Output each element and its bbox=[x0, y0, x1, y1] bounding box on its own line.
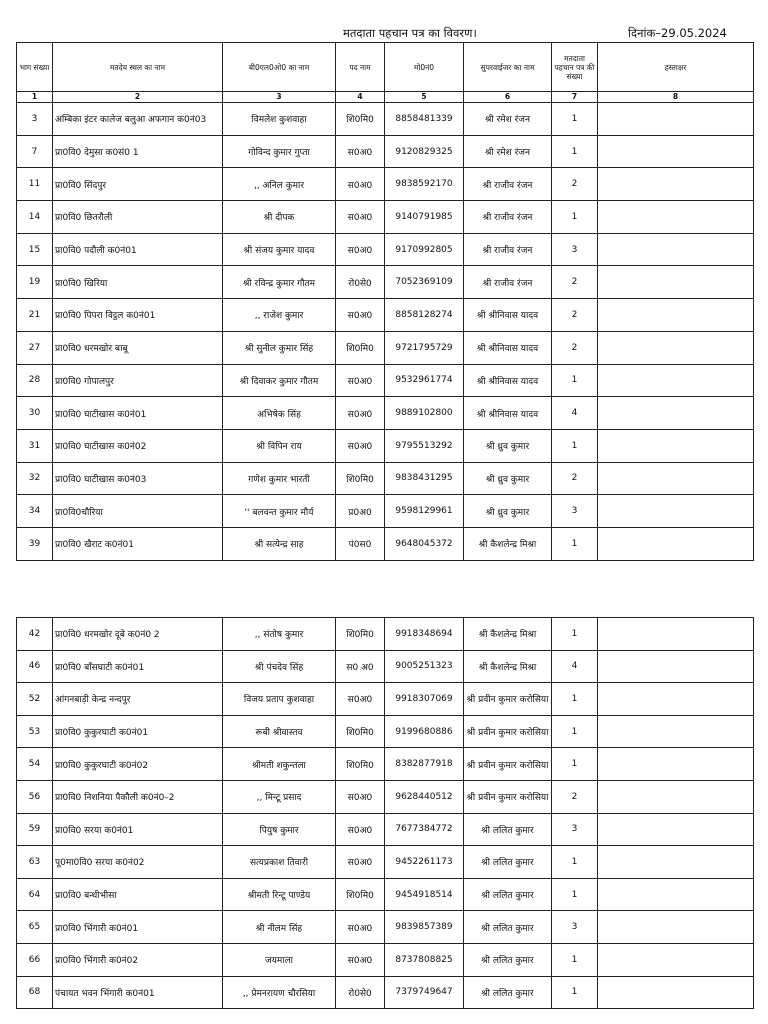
table-row bbox=[17, 618, 754, 651]
mobile-cell: 8858128274 bbox=[385, 299, 464, 332]
signature-cell bbox=[598, 780, 754, 813]
blo-name-cell: गोविन्द कुमार गुप्ता bbox=[223, 135, 336, 168]
mobile-cell: 7379749647 bbox=[385, 976, 464, 1009]
post-cell: स0अ0 bbox=[336, 299, 385, 332]
post-cell: शि0मि0 bbox=[336, 103, 385, 136]
blo-name-cell: ,, संतोष कुमार bbox=[223, 618, 336, 651]
post-cell: शि0मि0 bbox=[336, 331, 385, 364]
polling-station-cell: प्रा0वि0 कुकुरघाटी क0नं02 bbox=[53, 748, 223, 781]
supervisor-cell: श्री राजीव रंजन bbox=[464, 168, 552, 201]
part-number-cell: 65 bbox=[17, 911, 53, 944]
voter-id-count-cell: 3 bbox=[552, 911, 598, 944]
polling-station-cell: प्रा0वि0 धरमखोर बाबू bbox=[53, 331, 223, 364]
polling-station-cell: प्रा0वि0 घाटीखास क0नं02 bbox=[53, 429, 223, 462]
signature-cell bbox=[598, 715, 754, 748]
polling-station-cell: प्रा0वि0 खिरिया bbox=[53, 266, 223, 299]
col-index: 2 bbox=[53, 92, 223, 103]
voter-id-count-cell: 1 bbox=[552, 683, 598, 716]
mobile-cell: 9452261173 bbox=[385, 846, 464, 879]
voter-id-count-cell: 2 bbox=[552, 168, 598, 201]
post-cell: स0अ0 bbox=[336, 911, 385, 944]
voter-id-table-bottom bbox=[16, 617, 754, 1009]
voter-id-count-cell: 1 bbox=[552, 943, 598, 976]
voter-id-count-cell: 3 bbox=[552, 233, 598, 266]
table-row bbox=[17, 299, 754, 332]
blo-name-cell: ,, राजेश कुमार bbox=[223, 299, 336, 332]
polling-station-cell: पंचायत भवन भिंगारी क0नं01 bbox=[53, 976, 223, 1009]
col-header-station: मतदेय स्थल का नाम bbox=[53, 43, 223, 92]
voter-id-count-cell: 1 bbox=[552, 976, 598, 1009]
post-cell: प्र0अ0 bbox=[336, 495, 385, 528]
signature-cell bbox=[598, 527, 754, 560]
mobile-cell: 9532961774 bbox=[385, 364, 464, 397]
page-date: दिनांक–29.05.2024 bbox=[628, 26, 727, 40]
mobile-cell: 9454918514 bbox=[385, 878, 464, 911]
part-number-cell: 31 bbox=[17, 429, 53, 462]
post-cell: स0अ0 bbox=[336, 168, 385, 201]
signature-cell bbox=[598, 168, 754, 201]
blo-name-cell: सत्यप्रकाश तिवारी bbox=[223, 846, 336, 879]
signature-cell bbox=[598, 103, 754, 136]
col-index: 7 bbox=[552, 92, 598, 103]
mobile-cell: 9170992805 bbox=[385, 233, 464, 266]
blo-name-cell: जयमाला bbox=[223, 943, 336, 976]
blo-name-cell: श्रीमती रिन्टू पाण्डेय bbox=[223, 878, 336, 911]
mobile-cell: 9721795729 bbox=[385, 331, 464, 364]
blo-name-cell: श्री पंचदेव सिंह bbox=[223, 650, 336, 683]
table-row bbox=[17, 168, 754, 201]
supervisor-cell: श्री ध्रुव कुमार bbox=[464, 462, 552, 495]
signature-cell bbox=[598, 266, 754, 299]
table-row bbox=[17, 976, 754, 1009]
table-row bbox=[17, 331, 754, 364]
part-number-cell: 27 bbox=[17, 331, 53, 364]
voter-id-count-cell: 1 bbox=[552, 364, 598, 397]
blo-name-cell: श्री दीपक bbox=[223, 201, 336, 234]
part-number-cell: 39 bbox=[17, 527, 53, 560]
voter-id-count-cell: 1 bbox=[552, 527, 598, 560]
part-number-cell: 42 bbox=[17, 618, 53, 651]
table-row bbox=[17, 462, 754, 495]
table-row bbox=[17, 495, 754, 528]
col-header-count: मतदाता पहचान पत्र की संख्या bbox=[552, 43, 598, 92]
polling-station-cell: प्रा0वि0 भिंगारी क0नं02 bbox=[53, 943, 223, 976]
supervisor-cell: श्री प्रवीन कुमार करोसिया bbox=[464, 748, 552, 781]
polling-station-cell: प्रा0वि0 बाँसघाटी क0नं01 bbox=[53, 650, 223, 683]
table-row bbox=[17, 527, 754, 560]
mobile-cell: 9648045372 bbox=[385, 527, 464, 560]
post-cell: रो0से0 bbox=[336, 266, 385, 299]
part-number-cell: 15 bbox=[17, 233, 53, 266]
part-number-cell: 7 bbox=[17, 135, 53, 168]
voter-id-count-cell: 1 bbox=[552, 201, 598, 234]
part-number-cell: 3 bbox=[17, 103, 53, 136]
mobile-cell: 9918307069 bbox=[385, 683, 464, 716]
supervisor-cell: श्री प्रवीन कुमार करोसिया bbox=[464, 715, 552, 748]
polling-station-cell: प्रा0वि0 सरया क0नं01 bbox=[53, 813, 223, 846]
col-header-part: भाग संख्या bbox=[17, 43, 53, 92]
col-header-post: पद नाम bbox=[336, 43, 385, 92]
part-number-cell: 59 bbox=[17, 813, 53, 846]
blo-name-cell: विजय प्रताप कुशवाहा bbox=[223, 683, 336, 716]
polling-station-cell: प्रा0वि0 घाटीखास क0नं01 bbox=[53, 397, 223, 430]
page-title: मतदाता पहचान पत्र का विवरण। bbox=[343, 26, 477, 40]
voter-id-count-cell: 3 bbox=[552, 813, 598, 846]
blo-name-cell: पियुष कुमार bbox=[223, 813, 336, 846]
mobile-cell: 9120829325 bbox=[385, 135, 464, 168]
part-number-cell: 52 bbox=[17, 683, 53, 716]
polling-station-cell: प्रा0वि0 छितरौली bbox=[53, 201, 223, 234]
mobile-cell: 7677384772 bbox=[385, 813, 464, 846]
page-header bbox=[0, 0, 768, 42]
polling-station-cell: आंगनबाड़ी केन्द्र नन्दपुर bbox=[53, 683, 223, 716]
supervisor-cell: श्री राजीव रंजन bbox=[464, 266, 552, 299]
col-index: 8 bbox=[598, 92, 754, 103]
blo-name-cell: विमलेश कुशवाहा bbox=[223, 103, 336, 136]
signature-cell bbox=[598, 650, 754, 683]
post-cell: स0अ0 bbox=[336, 846, 385, 879]
post-cell: स0अ0 bbox=[336, 943, 385, 976]
part-number-cell: 30 bbox=[17, 397, 53, 430]
blo-name-cell: श्रीमती शकुन्तला bbox=[223, 748, 336, 781]
table-row bbox=[17, 429, 754, 462]
signature-cell bbox=[598, 135, 754, 168]
mobile-cell: 8737808825 bbox=[385, 943, 464, 976]
mobile-cell: 9199680886 bbox=[385, 715, 464, 748]
table-row bbox=[17, 266, 754, 299]
post-cell: पं0स0 bbox=[336, 527, 385, 560]
part-number-cell: 21 bbox=[17, 299, 53, 332]
signature-cell bbox=[598, 813, 754, 846]
signature-cell bbox=[598, 618, 754, 651]
table-row bbox=[17, 780, 754, 813]
blo-name-cell: श्री दिवाकर कुमार गौतम bbox=[223, 364, 336, 397]
mobile-cell: 9839857389 bbox=[385, 911, 464, 944]
col-header-supervisor: सुपरवाईजर का नाम bbox=[464, 43, 552, 92]
part-number-cell: 68 bbox=[17, 976, 53, 1009]
post-cell: स0अ0 bbox=[336, 201, 385, 234]
mobile-cell: 9628440512 bbox=[385, 780, 464, 813]
polling-station-cell: प्रा0वि0 निशनिया पैकौली क0नं0–2 bbox=[53, 780, 223, 813]
supervisor-cell: श्री ललित कुमार bbox=[464, 846, 552, 879]
polling-station-cell: प्रा0वि0 भिंगारी क0नं01 bbox=[53, 911, 223, 944]
post-cell: स0अ0 bbox=[336, 780, 385, 813]
signature-cell bbox=[598, 397, 754, 430]
col-header-mobile: मो0नं0 bbox=[385, 43, 464, 92]
col-index: 5 bbox=[385, 92, 464, 103]
table-row bbox=[17, 878, 754, 911]
blo-name-cell: ,, मिन्टू प्रसाद bbox=[223, 780, 336, 813]
signature-cell bbox=[598, 748, 754, 781]
mobile-cell: 9005251323 bbox=[385, 650, 464, 683]
table-row bbox=[17, 748, 754, 781]
table-row bbox=[17, 233, 754, 266]
signature-cell bbox=[598, 299, 754, 332]
signature-cell bbox=[598, 846, 754, 879]
col-index: 6 bbox=[464, 92, 552, 103]
blo-name-cell: '' बलवन्त कुमार मौर्य bbox=[223, 495, 336, 528]
mobile-cell: 9838431295 bbox=[385, 462, 464, 495]
supervisor-cell: श्री ललित कुमार bbox=[464, 878, 552, 911]
table-row bbox=[17, 846, 754, 879]
polling-station-cell: प्रा0वि0 बन्धीभीसा bbox=[53, 878, 223, 911]
mobile-cell: 7052369109 bbox=[385, 266, 464, 299]
post-cell: स0अ0 bbox=[336, 135, 385, 168]
table-row bbox=[17, 103, 754, 136]
signature-cell bbox=[598, 683, 754, 716]
blo-name-cell: श्री सुनील कुमार सिंह bbox=[223, 331, 336, 364]
post-cell: स0 अ0 bbox=[336, 650, 385, 683]
table-header-row bbox=[17, 43, 754, 92]
polling-station-cell: प्रा0वि0 पदौली क0नं01 bbox=[53, 233, 223, 266]
signature-cell bbox=[598, 943, 754, 976]
mobile-cell: 9795513292 bbox=[385, 429, 464, 462]
polling-station-cell: प्रा0वि0 कुकुरघाटी क0नं01 bbox=[53, 715, 223, 748]
signature-cell bbox=[598, 462, 754, 495]
table-row bbox=[17, 943, 754, 976]
part-number-cell: 56 bbox=[17, 780, 53, 813]
supervisor-cell: श्री ललित कुमार bbox=[464, 813, 552, 846]
supervisor-cell: श्री राजीव रंजन bbox=[464, 233, 552, 266]
signature-cell bbox=[598, 201, 754, 234]
mobile-cell: 9598129961 bbox=[385, 495, 464, 528]
post-cell: स0अ0 bbox=[336, 813, 385, 846]
supervisor-cell: श्री ध्रुव कुमार bbox=[464, 495, 552, 528]
polling-station-cell: प्रा0वि0 गोपालपुर bbox=[53, 364, 223, 397]
mobile-cell: 9838592170 bbox=[385, 168, 464, 201]
post-cell: शि0मि0 bbox=[336, 715, 385, 748]
polling-station-cell: प्रा0वि0 पिपरा विट्ठल क0नं01 bbox=[53, 299, 223, 332]
voter-id-count-cell: 2 bbox=[552, 462, 598, 495]
voter-id-count-cell: 4 bbox=[552, 650, 598, 683]
supervisor-cell: श्री ध्रुव कुमार bbox=[464, 429, 552, 462]
blo-name-cell: ,, प्रेमनरायण चौरसिया bbox=[223, 976, 336, 1009]
column-index-row bbox=[17, 92, 754, 103]
mobile-cell: 8382877918 bbox=[385, 748, 464, 781]
supervisor-cell: श्री कैशलेन्द्र मिश्रा bbox=[464, 618, 552, 651]
part-number-cell: 63 bbox=[17, 846, 53, 879]
col-header-blo: बी0एल0ओ0 का नाम bbox=[223, 43, 336, 92]
table-row bbox=[17, 135, 754, 168]
post-cell: स0अ0 bbox=[336, 397, 385, 430]
mobile-cell: 8858481339 bbox=[385, 103, 464, 136]
post-cell: रो0से0 bbox=[336, 976, 385, 1009]
supervisor-cell: श्री श्रीनिवास यादव bbox=[464, 364, 552, 397]
signature-cell bbox=[598, 878, 754, 911]
post-cell: स0अ0 bbox=[336, 429, 385, 462]
supervisor-cell: श्री कैशलेन्द्र मिश्रा bbox=[464, 527, 552, 560]
polling-station-cell: प्रा0वि0 सिंदपुर bbox=[53, 168, 223, 201]
signature-cell bbox=[598, 233, 754, 266]
supervisor-cell: श्री श्रीनिवास यादव bbox=[464, 397, 552, 430]
voter-id-count-cell: 2 bbox=[552, 780, 598, 813]
col-index: 4 bbox=[336, 92, 385, 103]
col-header-signature: हस्ताक्षर bbox=[598, 43, 754, 92]
polling-station-cell: प्रा0वि0 खैराट क0नं01 bbox=[53, 527, 223, 560]
table-body-top bbox=[17, 103, 754, 561]
blo-name-cell: श्री विपिन राय bbox=[223, 429, 336, 462]
polling-station-cell: प्रा0वि0 देमुसा क0सं0 1 bbox=[53, 135, 223, 168]
voter-id-table-top bbox=[16, 42, 754, 561]
part-number-cell: 64 bbox=[17, 878, 53, 911]
post-cell: शि0मि0 bbox=[336, 748, 385, 781]
part-number-cell: 14 bbox=[17, 201, 53, 234]
voter-id-count-cell: 2 bbox=[552, 266, 598, 299]
polling-station-cell: पू0मा0वि0 सरया क0नं02 bbox=[53, 846, 223, 879]
part-number-cell: 66 bbox=[17, 943, 53, 976]
table-row bbox=[17, 364, 754, 397]
signature-cell bbox=[598, 911, 754, 944]
post-cell: शि0मि0 bbox=[336, 878, 385, 911]
supervisor-cell: श्री रमेश रंजन bbox=[464, 135, 552, 168]
blo-name-cell: श्री संजय कुमार यादव bbox=[223, 233, 336, 266]
supervisor-cell: श्री ललित कुमार bbox=[464, 943, 552, 976]
table-row bbox=[17, 650, 754, 683]
voter-id-count-cell: 1 bbox=[552, 846, 598, 879]
voter-id-count-cell: 2 bbox=[552, 331, 598, 364]
signature-cell bbox=[598, 429, 754, 462]
part-number-cell: 54 bbox=[17, 748, 53, 781]
supervisor-cell: श्री रमेश रंजन bbox=[464, 103, 552, 136]
table-body-bottom bbox=[17, 618, 754, 1009]
blo-name-cell: श्री सत्येन्द्र साह bbox=[223, 527, 336, 560]
blo-name-cell: श्री नीलम सिंह bbox=[223, 911, 336, 944]
polling-station-cell: अम्बिका इंटर कालेज बलुआ अफगान क0नं03 bbox=[53, 103, 223, 136]
post-cell: शि0मि0 bbox=[336, 462, 385, 495]
blo-name-cell: श्री रविन्द्र कुमार गौतम bbox=[223, 266, 336, 299]
part-number-cell: 19 bbox=[17, 266, 53, 299]
signature-cell bbox=[598, 331, 754, 364]
table-row bbox=[17, 683, 754, 716]
table-row bbox=[17, 813, 754, 846]
voter-id-count-cell: 1 bbox=[552, 135, 598, 168]
blo-name-cell: रूबी श्रीवास्तव bbox=[223, 715, 336, 748]
table-row bbox=[17, 201, 754, 234]
voter-id-count-cell: 1 bbox=[552, 429, 598, 462]
voter-id-count-cell: 1 bbox=[552, 878, 598, 911]
signature-cell bbox=[598, 976, 754, 1009]
supervisor-cell: श्री श्रीनिवास यादव bbox=[464, 331, 552, 364]
polling-station-cell: प्रा0वि0चौरिया bbox=[53, 495, 223, 528]
supervisor-cell: श्री कैशलेन्द्र मिश्रा bbox=[464, 650, 552, 683]
mobile-cell: 9918348694 bbox=[385, 618, 464, 651]
blo-name-cell: ,, अनिल कुमार bbox=[223, 168, 336, 201]
col-index: 3 bbox=[223, 92, 336, 103]
voter-id-count-cell: 1 bbox=[552, 715, 598, 748]
col-index: 1 bbox=[17, 92, 53, 103]
voter-id-count-cell: 3 bbox=[552, 495, 598, 528]
post-cell: स0अ0 bbox=[336, 233, 385, 266]
voter-id-count-cell: 1 bbox=[552, 748, 598, 781]
table-row bbox=[17, 397, 754, 430]
post-cell: स0अ0 bbox=[336, 683, 385, 716]
supervisor-cell: श्री ललित कुमार bbox=[464, 976, 552, 1009]
part-number-cell: 53 bbox=[17, 715, 53, 748]
voter-id-count-cell: 1 bbox=[552, 618, 598, 651]
part-number-cell: 46 bbox=[17, 650, 53, 683]
signature-cell bbox=[598, 495, 754, 528]
supervisor-cell: श्री राजीव रंजन bbox=[464, 201, 552, 234]
mobile-cell: 9889102800 bbox=[385, 397, 464, 430]
table-row bbox=[17, 911, 754, 944]
post-cell: शि0मि0 bbox=[336, 618, 385, 651]
voter-id-count-cell: 2 bbox=[552, 299, 598, 332]
part-number-cell: 28 bbox=[17, 364, 53, 397]
post-cell: स0अ0 bbox=[336, 364, 385, 397]
mobile-cell: 9140791985 bbox=[385, 201, 464, 234]
part-number-cell: 34 bbox=[17, 495, 53, 528]
blo-name-cell: अभिषेक सिंह bbox=[223, 397, 336, 430]
polling-station-cell: प्रा0वि0 घाटीखास क0नं03 bbox=[53, 462, 223, 495]
voter-id-count-cell: 1 bbox=[552, 103, 598, 136]
blo-name-cell: गणेश कुमार भारती bbox=[223, 462, 336, 495]
supervisor-cell: श्री प्रवीन कुमार करोसिया bbox=[464, 683, 552, 716]
supervisor-cell: श्री ललित कुमार bbox=[464, 911, 552, 944]
supervisor-cell: श्री प्रवीन कुमार करोसिया bbox=[464, 780, 552, 813]
supervisor-cell: श्री श्रीनिवास यादव bbox=[464, 299, 552, 332]
part-number-cell: 32 bbox=[17, 462, 53, 495]
polling-station-cell: प्रा0वि0 धरमखोर दूबे क0नं0 2 bbox=[53, 618, 223, 651]
signature-cell bbox=[598, 364, 754, 397]
table-row bbox=[17, 715, 754, 748]
voter-id-count-cell: 4 bbox=[552, 397, 598, 430]
part-number-cell: 11 bbox=[17, 168, 53, 201]
